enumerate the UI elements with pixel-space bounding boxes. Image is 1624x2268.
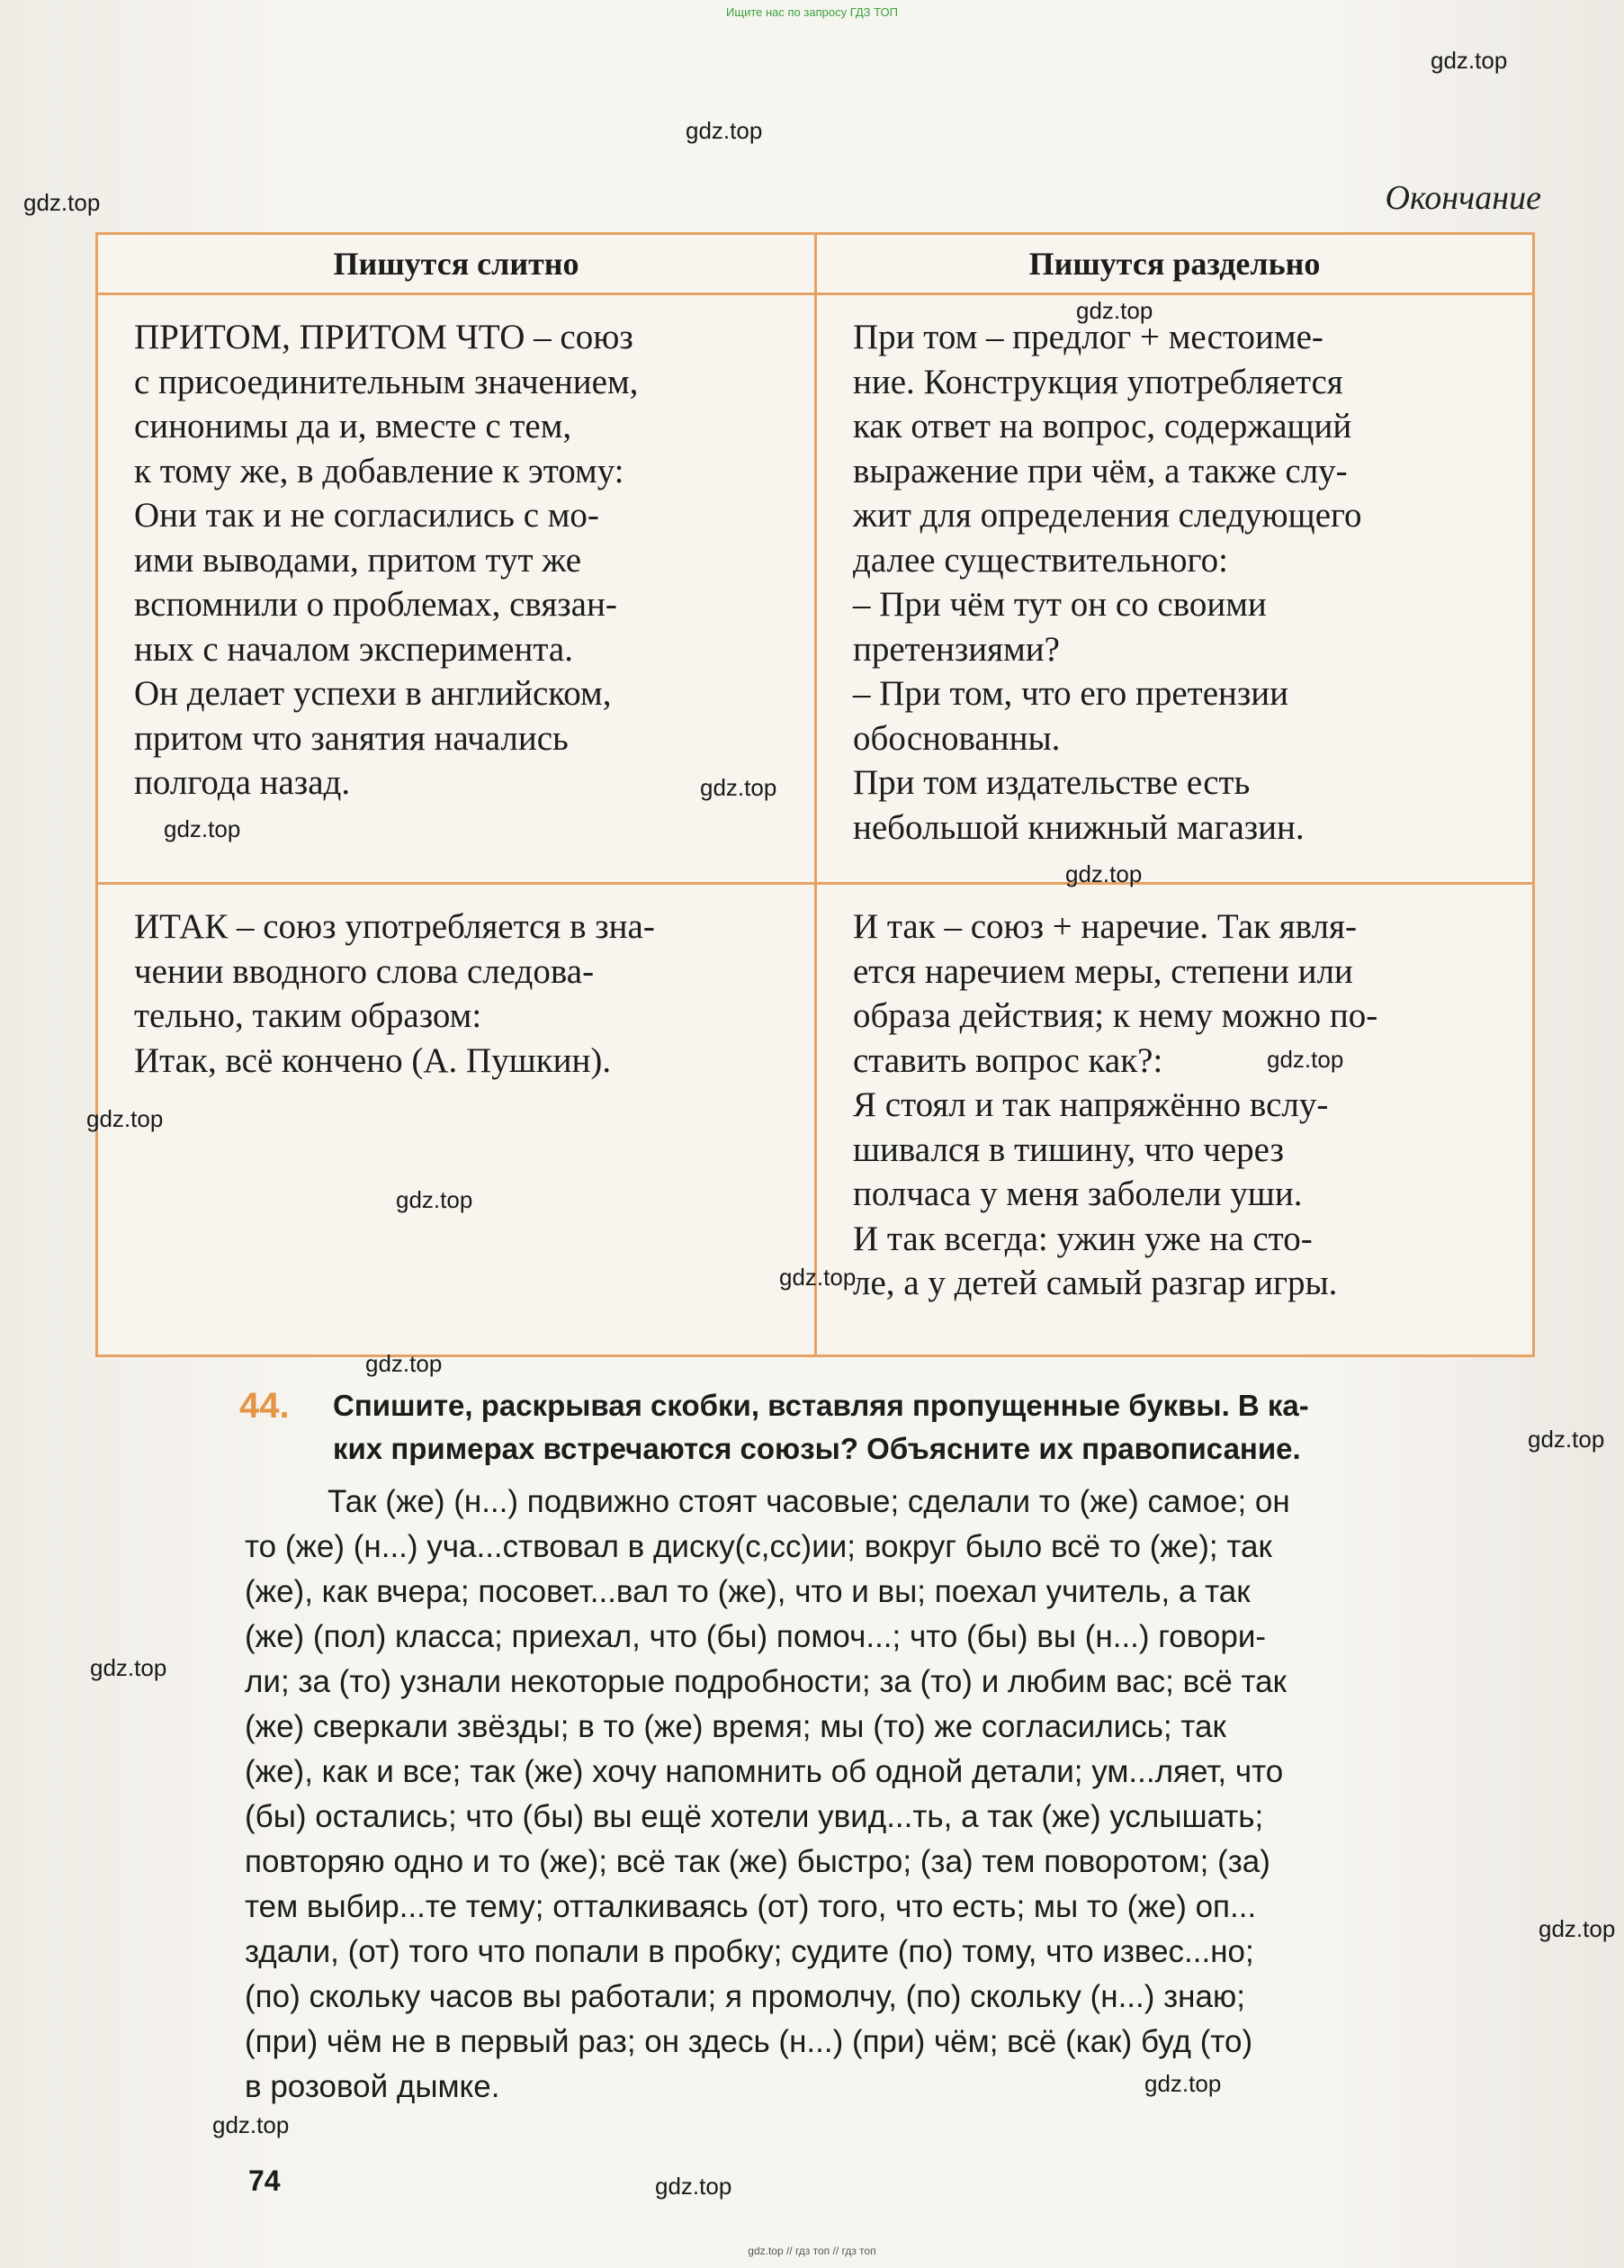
rule-cell-i-tak <box>816 884 1534 1356</box>
watermark: gdz.top <box>1267 1046 1344 1073</box>
column-header-separate: Пишутся раздельно <box>816 234 1534 294</box>
watermark: gdz.top <box>655 2173 732 2200</box>
rule-cell-itak <box>97 884 816 1356</box>
rule-line: При том – предлог + местоиме- <box>853 318 1323 356</box>
watermark: gdz.top <box>365 1350 443 1377</box>
exercise-line: ли; за (то) узнали некоторые подробности; за (то) и любим вас; всё так <box>245 1664 1287 1699</box>
example-line: обоснованны. <box>853 718 1061 758</box>
rule-line: выражение при чём, а также слу- <box>853 451 1348 490</box>
watermark: gdz.top <box>164 815 241 842</box>
exercise-line: (бы) остались; что (бы) вы ещё хотели увид...ть, а так (же) услышать; <box>245 1799 1264 1834</box>
rule-line: далее существительного: <box>853 540 1228 580</box>
exercise-text <box>245 1480 1537 2110</box>
rule-line: ПРИТОМ, ПРИТОМ ЧТО – союз <box>134 318 633 356</box>
column-header-joined: Пишутся слитно <box>97 234 816 294</box>
task-line: ких примерах встречаются союзы? Объясните их правописание. <box>333 1432 1301 1465</box>
spelling-rules-table <box>95 232 1535 1357</box>
rule-line: ние. Конструкция употребляется <box>853 362 1343 401</box>
exercise-line: (же) (пол) класса; приехал, что (бы) помоч...; что (бы) вы (н...) говори- <box>245 1619 1267 1654</box>
exercise-line: (же), как и все; так (же) хочу напомнить об одной детали; ум...ляет, что <box>245 1754 1284 1789</box>
watermark: gdz.top <box>1076 297 1153 324</box>
example-line: ле, а у детей самый разгар игры. <box>853 1264 1338 1302</box>
example-line: Они так и не согласились с мо- <box>134 496 599 535</box>
example-line: небольшой книжный магазин. <box>853 807 1305 847</box>
watermark: gdz.top <box>700 774 777 801</box>
exercise-line: (при) чём не в первый раз; он здесь (н...) (при) чём; всё (как) буд (то) <box>245 2024 1253 2059</box>
exercise-line: (же) сверкали звёзды; в то (же) время; мы (то) же согласились; так <box>245 1709 1226 1744</box>
page-number: 74 <box>248 2164 281 2197</box>
example-line: Итак, всё кончено (А. Пушкин). <box>134 1040 612 1080</box>
example-line: – При чём тут он со своими <box>853 585 1267 624</box>
top-search-banner[interactable]: Ищите нас по запросу ГДЗ ТОП <box>726 5 898 19</box>
rule-line: образа действия; к нему можно по- <box>853 996 1378 1035</box>
exercise-line: (же), как вчера; посовет...вал то (же), что и вы; поехал учитель, а так <box>245 1574 1251 1609</box>
example-line: Он делает успехи в английском, <box>134 674 612 713</box>
example-line: – При том, что его претензии <box>853 674 1289 713</box>
running-head: Окончание <box>1385 179 1541 217</box>
exercise-line: здали, (от) того что попали в пробку; судите (по) тому, что извес...но; <box>245 1934 1254 1969</box>
example-line: ими выводами, притом тут же <box>134 540 582 580</box>
watermark: gdz.top <box>23 189 101 216</box>
watermark: gdz.top <box>90 1654 167 1681</box>
watermark: gdz.top <box>212 2111 290 2138</box>
rule-line: чении вводного слова следова- <box>134 951 595 991</box>
exercise-number: 44. <box>239 1386 290 1426</box>
example-line: претензиями? <box>853 629 1060 669</box>
rule-line: к тому же, в добавление к этому: <box>134 451 624 490</box>
rule-line: ИТАК – союз употребляется в зна- <box>134 907 655 946</box>
exercise-44 <box>241 1384 1537 2110</box>
bottom-banner[interactable]: gdz.top // гдз топ // гдз топ <box>748 2245 876 2257</box>
rule-line: ется наречием меры, степени или <box>853 951 1353 991</box>
example-line: При том издательстве есть <box>853 763 1251 802</box>
exercise-line: то (же) (н...) уча...ствовал в диску(с,сс)ии; вокруг было всё то (же); так <box>245 1529 1272 1564</box>
exercise-line: в розовой дымке. <box>245 2069 500 2104</box>
example-line: полгода назад. <box>134 763 351 802</box>
watermark: gdz.top <box>1065 860 1143 887</box>
watermark: gdz.top <box>86 1105 164 1132</box>
task-line: Спишите, раскрывая скобки, вставляя пропущенные буквы. В ка- <box>333 1389 1309 1422</box>
example-line: И так всегда: ужин уже на сто- <box>853 1219 1313 1258</box>
rule-line: тельно, таким образом: <box>134 996 482 1035</box>
example-line: шивался в тишину, что через <box>853 1130 1284 1169</box>
watermark: gdz.top <box>1528 1426 1605 1453</box>
example-line: вспомнили о проблемах, связан- <box>134 585 617 624</box>
watermark: gdz.top <box>686 117 763 144</box>
rule-line: синонимы да и, вместе с тем, <box>134 407 572 446</box>
example-line: Я стоял и так напряжённо вслу- <box>853 1085 1329 1124</box>
example-line: ных с началом эксперимента. <box>134 629 573 669</box>
exercise-line: тем выбир...те тему; отталкиваясь (от) того, что есть; мы то (же) оп... <box>245 1889 1257 1924</box>
exercise-task <box>333 1384 1537 1471</box>
rule-line: с присоединительным значением, <box>134 362 639 401</box>
rule-line: И так – союз + наречие. Так явля- <box>853 907 1357 946</box>
watermark: gdz.top <box>1431 47 1508 74</box>
exercise-line: повторяю одно и то (же); всё так (же) быстро; (за) тем поворотом; (за) <box>245 1844 1270 1879</box>
watermark: gdz.top <box>1539 1915 1616 1942</box>
rule-line: жит для определения следующего <box>853 496 1362 535</box>
watermark: gdz.top <box>779 1264 857 1291</box>
example-line: притом что занятия начались <box>134 718 569 758</box>
exercise-line: (по) скольку часов вы работали; я промолчу, (по) скольку (н...) знаю; <box>245 1979 1245 2014</box>
watermark: gdz.top <box>396 1186 473 1213</box>
rule-line: как ответ на вопрос, содержащий <box>853 407 1352 446</box>
rule-line: ставить вопрос как?: <box>853 1040 1163 1080</box>
rule-cell-pri-tom <box>816 294 1534 884</box>
exercise-line: Так (же) (н...) подвижно стоят часовые; сделали то (же) самое; он <box>327 1484 1290 1519</box>
example-line: полчаса у меня заболели уши. <box>853 1174 1303 1213</box>
watermark: gdz.top <box>1144 2070 1222 2097</box>
